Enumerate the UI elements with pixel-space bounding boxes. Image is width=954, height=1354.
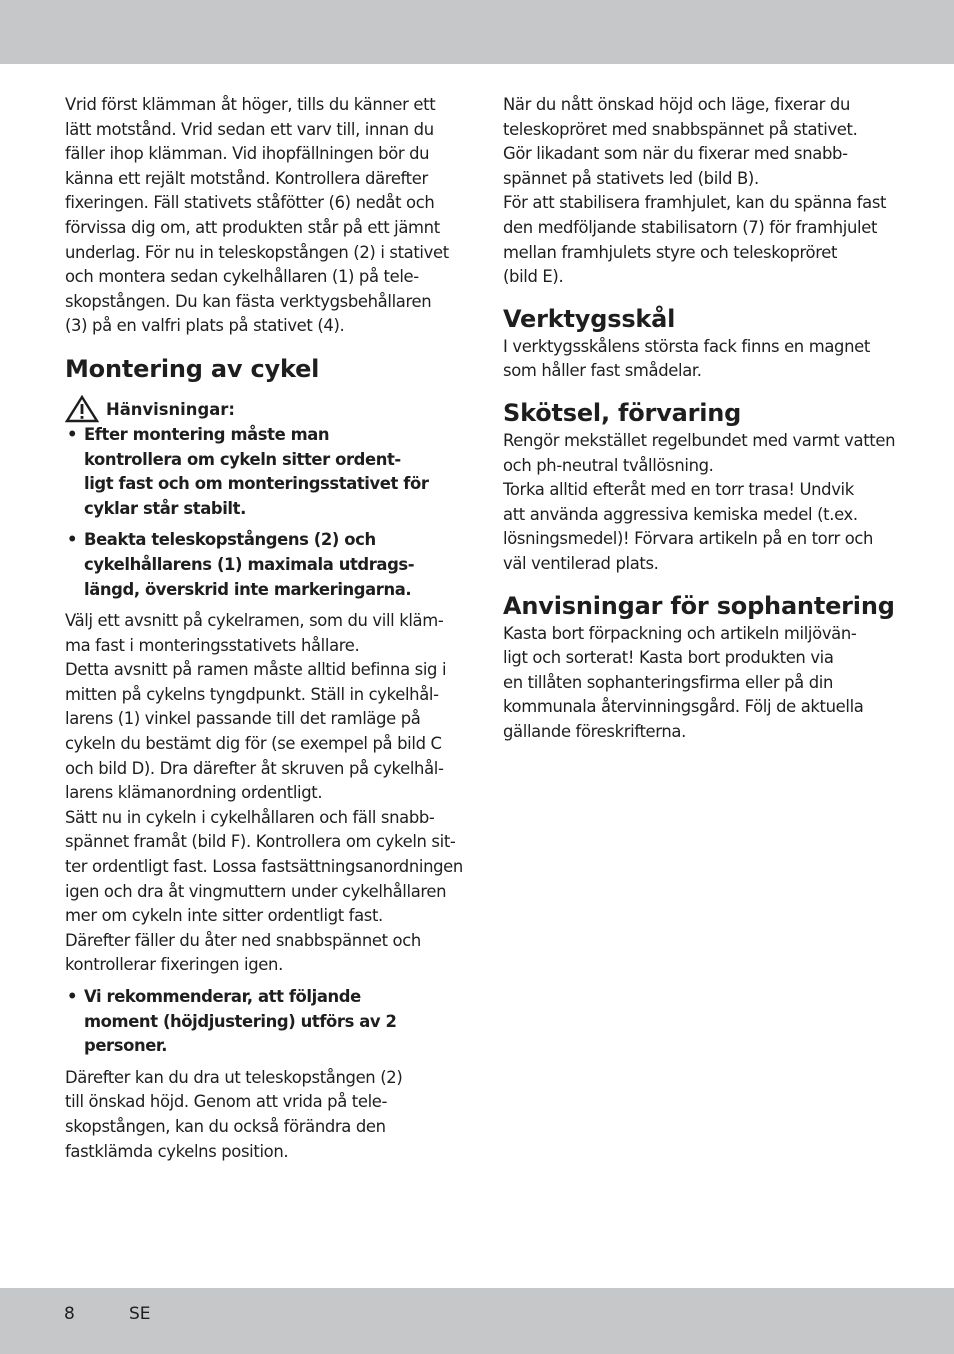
section-heading-tools: Verktygsskål [503,304,676,333]
text-line: cyklar står stabilt. [84,498,246,518]
text-line: igen och dra åt vingmuttern under cykelhållaren [65,881,447,901]
text-line: För att stabilisera framhjulet, kan du spänna fast [503,193,887,213]
text-line: fixeringen. Fäll stativets ståfötter (6) nedåt och [65,193,435,213]
text-line: Beakta teleskopstångens (2) och [84,530,376,550]
text-line: kontrollera om cykeln sitter ordent- [84,449,401,469]
text-line: Rengör mekstället regelbundet med varmt vatten [503,430,896,450]
text-line: Kasta bort förpackning och artikeln miljövän- [503,623,857,643]
list-item [65,985,457,1059]
text-line: som håller fast smådelar. [503,361,702,381]
text-line: fastklämda cykelns position. [65,1141,289,1161]
list-item [65,423,457,521]
tools-paragraph [503,335,895,384]
text-line: mer om cykeln inte sitter ordentligt fast. [65,906,383,926]
warning-triangle-icon [65,395,99,423]
text-line: en tillåten sophanteringsfirma eller på din [503,672,834,692]
text-line: fäller ihop klämman. Vid ihopfällningen bör du [65,144,430,164]
text-line: den medföljande stabilisatorn (7) för framhjulet [503,217,878,237]
text-line: I verktygsskålens största fack finns en magnet [503,336,870,356]
text-line: spännet framåt (bild F). Kontrollera om cykeln sit- [65,832,456,852]
bullet-mark: • [67,530,78,550]
left-column [65,93,463,1164]
text-line: skopstången. Du kan fästa verktygsbehållaren [65,291,432,311]
text-line: längd, överskrid inte markeringarna. [84,579,412,599]
text-line: kontrollerar fixeringen igen. [65,955,283,975]
text-line: larens klämanordning ordentligt. [65,783,323,803]
care-paragraph [503,429,895,577]
text-line: teleskopröret med snabbspännet på stativet. [503,119,858,139]
text-line: ligt och sorterat! Kasta bort produkten via [503,648,834,668]
text-line: moment (höjdjustering) utförs av 2 [84,1011,397,1031]
text-line: förvissa dig om, att produkten står på ett jämnt [65,217,440,237]
text-line: Gör likadant som när du fixerar med snabb- [503,144,848,164]
text-line: lösningsmedel)! Förvara artikeln på en torr och [503,529,874,549]
intro-paragraph [65,93,457,339]
text-line: och montera sedan cykelhållaren (1) på tele- [65,267,419,287]
text-line: Detta avsnitt på ramen måste alltid befinna sig i [65,660,447,680]
text-line: Välj ett avsnitt på cykelramen, som du vill kläm- [65,611,444,631]
text-line: ma fast i monteringsstativets hållare. [65,635,360,655]
fixing-paragraph [503,93,895,290]
text-line: mitten på cykelns tyngdpunkt. Ställ in cykelhål- [65,684,439,704]
header-bar [0,0,954,64]
notice-title: Hänvisningar: [106,400,235,420]
text-line: Därefter kan du dra ut teleskopstången (2) [65,1067,403,1087]
text-line: och ph-neutral tvållösning. [503,455,714,475]
text-line: cykelhållarens (1) maximala utdrags- [84,554,415,574]
text-line: gällande föreskrifterna. [503,721,686,741]
text-line: lätt motstånd. Vrid sedan ett varv till, innan du [65,119,434,139]
text-line: känna ett rejält motstånd. Kontrollera därefter [65,168,428,188]
text-line: Vi rekommenderar, att följande [84,987,361,1006]
list-item [65,528,457,602]
bullet-mark: • [67,424,78,444]
text-line: Därefter fäller du åter ned snabbspännet och [65,930,421,950]
mounting-paragraph [65,609,463,978]
text-line: Torka alltid efteråt med en torr trasa! Undvik [503,480,854,500]
text-line: cykeln du bestämt dig för (se exempel på bild C [65,734,442,754]
text-line: underlag. För nu in teleskopstången (2) i stativet [65,242,449,262]
text-line: Vrid först klämman åt höger, tills du känner ett [65,95,436,114]
disposal-paragraph [503,622,895,745]
section-heading-disposal: Anvisningar för sophantering [503,591,895,620]
text-line: (3) på en valfri plats på stativet (4). [65,316,345,336]
text-line: (bild E). [503,267,564,287]
text-line: väl ventilerad plats. [503,553,659,573]
text-line: ligt fast och om monteringsstativet för [84,474,429,494]
page-number: 8 [64,1304,75,1324]
telescope-paragraph [65,1066,457,1164]
text-line: kommunala återvinningsgård. Följ de aktuella [503,697,864,717]
text-line: mellan framhjulets styre och teleskopröret [503,242,838,262]
text-line: och bild D). Dra därefter åt skruven på cykelhål- [65,758,444,778]
notice-header [65,395,457,423]
text-line: skopstången, kan du också förändra den [65,1116,386,1136]
text-line: När du nått önskad höjd och läge, fixerar du [503,95,851,114]
bullet-mark: • [67,987,78,1006]
language-code: SE [129,1304,151,1324]
section-heading-care: Skötsel, förvaring [503,398,742,427]
right-column [503,93,895,744]
text-line: till önskad höjd. Genom att vrida på tele- [65,1092,388,1112]
recommend-list [65,985,457,1059]
text-line: larens (1) vinkel passande till det ramläge på [65,709,421,729]
text-line: ter ordentligt fast. Lossa fastsättningsanordningen [65,857,463,877]
notice-list [65,423,457,602]
text-line: personer. [84,1036,168,1056]
section-heading-mounting: Montering av cykel [65,354,320,383]
text-line: Efter montering måste man [84,424,330,444]
text-line: att använda aggressiva kemiska medel (t.ex. [503,504,858,524]
text-line: Sätt nu in cykeln i cykelhållaren och fäll snabb- [65,807,435,827]
text-line: spännet på stativets led (bild B). [503,168,759,188]
